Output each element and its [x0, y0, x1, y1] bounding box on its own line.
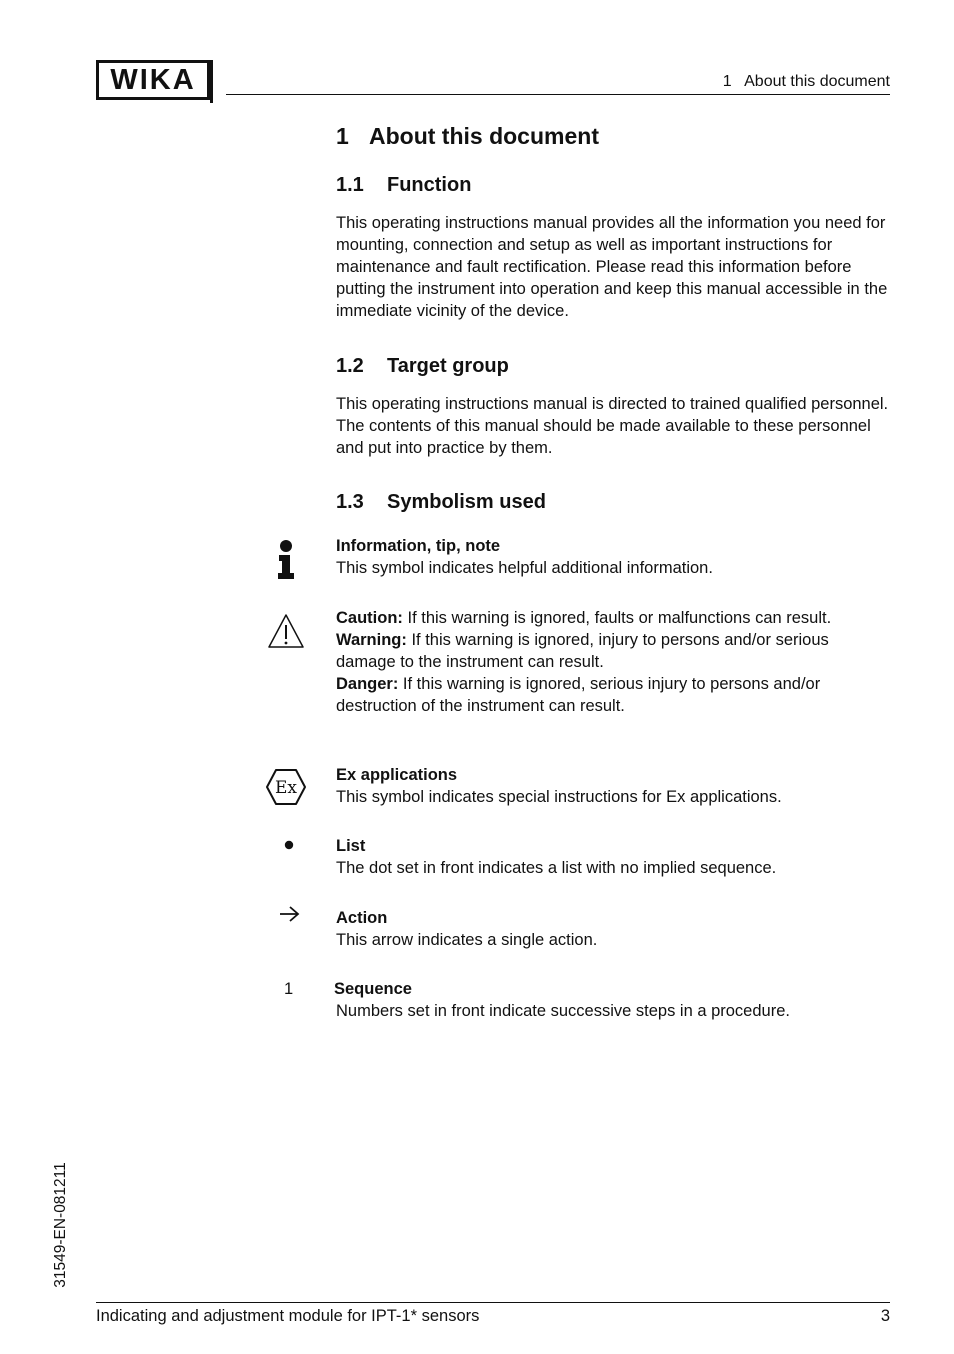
svg-text:Ex: Ex [275, 778, 297, 798]
section-heading-target-group [336, 355, 509, 378]
symbol-warning-entry [336, 607, 884, 717]
section-number: 1.2 [336, 355, 364, 377]
chapter-number: 1 [336, 123, 349, 149]
target-group-paragraph: This operating instructions manual is directed to trained qualified personnel. The contents of this manual should be made available to these personnel and put into practice by them. [336, 395, 889, 457]
section-heading-symbolism [336, 491, 546, 514]
sequence-number-marker: 1 [284, 980, 294, 998]
header-rule [226, 94, 890, 95]
footer-rule [96, 1302, 890, 1303]
section-title: Symbolism used [387, 491, 546, 513]
section-number: 1.1 [336, 174, 364, 196]
section-heading-function [336, 174, 471, 197]
warning-line [336, 629, 884, 673]
symbol-ex-entry [336, 764, 892, 808]
arrow-right-icon [278, 904, 302, 924]
warning-triangle-icon [266, 612, 306, 650]
chapter-title: About this document [369, 123, 599, 149]
bullet-icon [282, 838, 296, 852]
symbol-sequence-title: Sequence [334, 980, 412, 998]
caution-label: Caution: [336, 609, 403, 627]
wika-logo [96, 60, 210, 100]
logo-text: WIKA [110, 63, 196, 96]
symbol-list-title: List [336, 837, 366, 855]
symbol-info-title: Information, tip, note [336, 537, 501, 555]
symbol-action-title: Action [336, 909, 388, 927]
footer-title: Indicating and adjustment module for IPT-1* sensors [96, 1307, 480, 1325]
symbol-info-text: This symbol indicates helpful additional information. [336, 559, 713, 577]
symbol-sequence-entry [336, 978, 892, 1022]
section-title: Function [387, 174, 472, 196]
ex-hexagon-icon [265, 767, 307, 807]
section-title: Target group [387, 355, 509, 377]
symbol-list-entry [336, 835, 892, 879]
warning-text: If this warning is ignored, injury to persons and/or serious damage to the instrument can result. [336, 631, 829, 671]
information-icon [272, 539, 300, 581]
danger-label: Danger: [336, 675, 399, 693]
danger-text: If this warning is ignored, serious injury to persons and/or destruction of the instrument can result. [336, 675, 821, 715]
danger-line [336, 673, 884, 717]
symbol-action-entry [336, 907, 892, 951]
symbol-action-text: This arrow indicates a single action. [336, 931, 598, 949]
chapter-heading [336, 123, 599, 150]
function-paragraph: This operating instructions manual provides all the information you need for mounting, connection and setup as well as important instructions for maintenance and fault rectification. Please read this information before putting the instrument into operation and keep this manual accessible in the immediate vicinity of the device. [336, 214, 888, 320]
document-number: 31549-EN-081211 [52, 1162, 69, 1288]
warning-label: Warning: [336, 631, 407, 649]
symbol-info-entry [336, 535, 892, 579]
symbol-sequence-text: Numbers set in front indicate successive steps in a procedure. [336, 1002, 790, 1020]
symbol-list-text: The dot set in front indicates a list with no implied sequence. [336, 859, 777, 877]
caution-line [336, 607, 884, 629]
page-number: 3 [880, 1307, 890, 1325]
symbol-ex-title: Ex applications [336, 766, 458, 784]
symbol-ex-text: This symbol indicates special instructions for Ex applications. [336, 788, 782, 806]
running-head: 1 About this document [722, 73, 890, 90]
caution-text: If this warning is ignored, faults or malfunctions can result. [402, 609, 832, 627]
section-number: 1.3 [336, 491, 364, 513]
